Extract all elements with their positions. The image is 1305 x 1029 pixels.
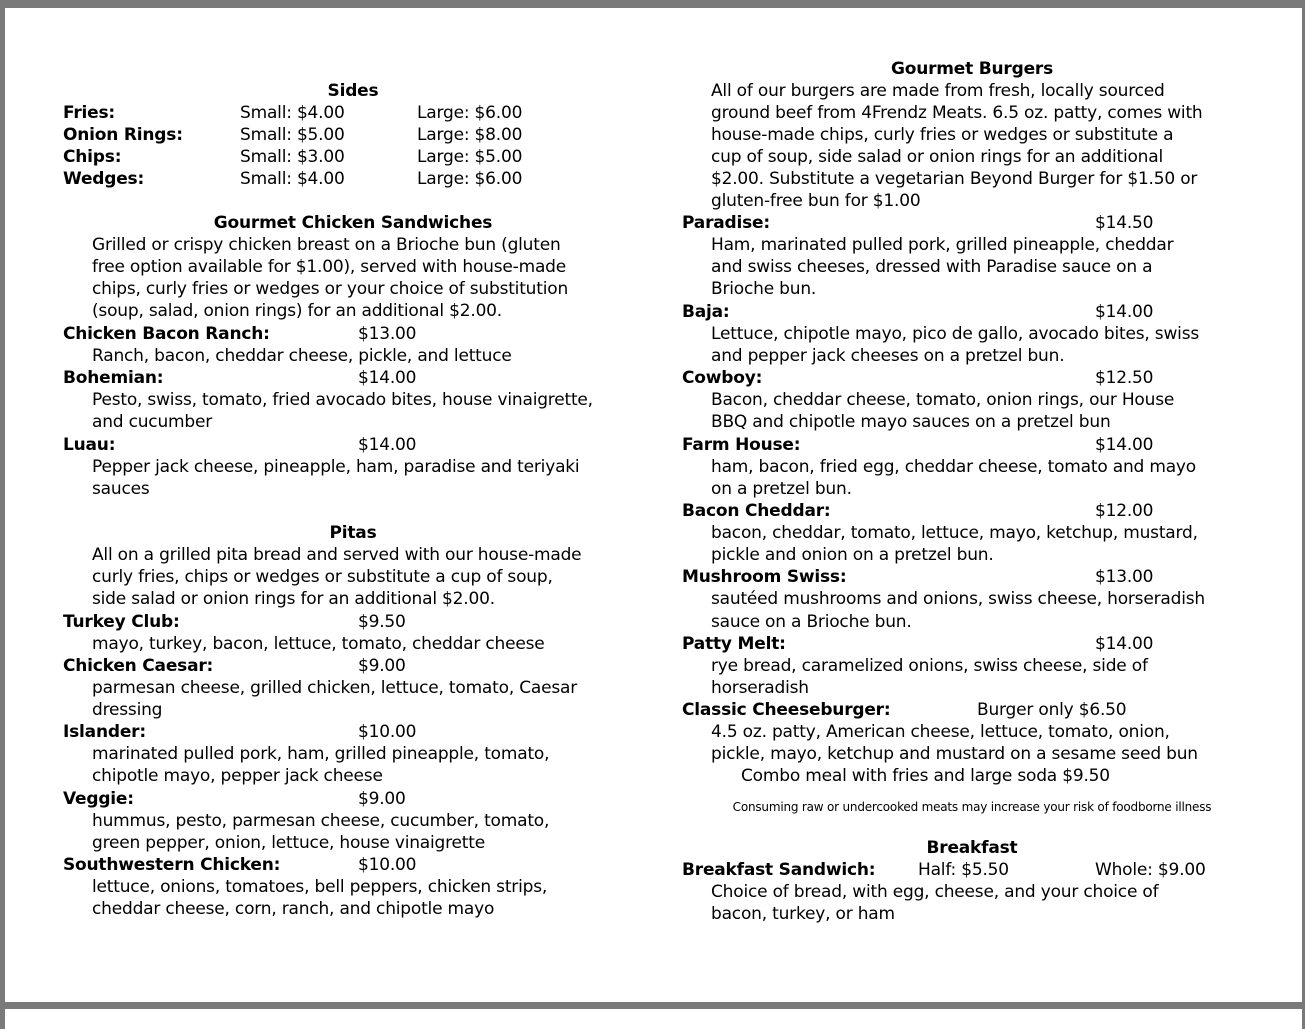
item-price: $9.00 bbox=[358, 656, 406, 676]
section-description: $2.00. Substitute a vegetarian Beyond Burger for $1.50 or bbox=[711, 169, 1198, 189]
item-description: Lettuce, chipotle mayo, pico de gallo, avocado bites, swiss bbox=[711, 324, 1200, 344]
item-price: $10.00 bbox=[358, 722, 417, 742]
item-name: Patty Melt: bbox=[682, 634, 786, 654]
item-description: pickle, mayo, ketchup and mustard on a sesame seed bun bbox=[711, 744, 1198, 764]
item-name: Cowboy: bbox=[682, 368, 763, 388]
item-description: sauce on a Brioche bun. bbox=[711, 612, 912, 632]
side-small-price: Small: $4.00 bbox=[240, 103, 345, 123]
item-price: $14.00 bbox=[1095, 302, 1154, 322]
side-name: Wedges: bbox=[63, 169, 145, 189]
item-row bbox=[63, 655, 643, 677]
item-row bbox=[682, 367, 1262, 389]
section-description: free option available for $1.00), served with house-made bbox=[92, 257, 567, 277]
item-name: Baja: bbox=[682, 302, 730, 322]
item-name: Classic Cheeseburger: bbox=[682, 700, 891, 720]
item-description: Choice of bread, with egg, cheese, and your choice of bbox=[711, 882, 1159, 902]
item-row bbox=[63, 611, 643, 633]
item-name: Farm House: bbox=[682, 435, 801, 455]
item-name: Turkey Club: bbox=[63, 612, 180, 632]
item-description: bacon, cheddar, tomato, lettuce, mayo, ketchup, mustard, bbox=[711, 523, 1198, 543]
section-description: Grilled or crispy chicken breast on a Brioche bun (gluten bbox=[92, 235, 561, 255]
item-description: rye bread, caramelized onions, swiss cheese, side of bbox=[711, 656, 1148, 676]
item-row bbox=[682, 434, 1262, 456]
section-description: curly fries, chips or wedges or substitute a cup of soup, bbox=[92, 567, 553, 587]
item-description: Pepper jack cheese, pineapple, ham, paradise and teriyaki bbox=[92, 457, 580, 477]
section-description: (soup, salad, onion rings) for an additional $2.00. bbox=[92, 301, 503, 321]
item-name: Chicken Bacon Ranch: bbox=[63, 324, 270, 344]
section-description: house-made chips, curly fries or wedges or substitute a bbox=[711, 125, 1174, 145]
item-description: horseradish bbox=[711, 678, 809, 698]
item-description: green pepper, onion, lettuce, house vinaigrette bbox=[92, 833, 485, 853]
item-description: and swiss cheeses, dressed with Paradise sauce on a bbox=[711, 257, 1153, 277]
side-row bbox=[63, 124, 643, 146]
item-description: and cucumber bbox=[92, 412, 213, 432]
item-description: sauces bbox=[92, 479, 150, 499]
item-price: $13.00 bbox=[358, 324, 417, 344]
side-name: Fries: bbox=[63, 103, 115, 123]
item-name: Breakfast Sandwich: bbox=[682, 860, 876, 880]
section-description: gluten-free bun for $1.00 bbox=[711, 191, 921, 211]
side-name: Chips: bbox=[63, 147, 122, 167]
side-row bbox=[63, 146, 643, 168]
item-description: Brioche bun. bbox=[711, 279, 817, 299]
item-name: Bacon Cheddar: bbox=[682, 501, 831, 521]
combo-offer: Combo meal with fries and large soda $9.50 bbox=[741, 766, 1110, 786]
item-row bbox=[63, 854, 643, 876]
side-name: Onion Rings: bbox=[63, 125, 183, 145]
item-price: $14.50 bbox=[1095, 213, 1154, 233]
item-description: Ranch, bacon, cheddar cheese, pickle, and lettuce bbox=[92, 346, 512, 366]
item-row bbox=[682, 500, 1262, 522]
item-name: Paradise: bbox=[682, 213, 770, 233]
item-price: $14.00 bbox=[358, 435, 417, 455]
item-half-price: Half: $5.50 bbox=[918, 860, 1009, 880]
breakfast-title: Breakfast bbox=[926, 838, 1018, 858]
item-price: Burger only $6.50 bbox=[977, 700, 1127, 720]
menu-page bbox=[5, 8, 1302, 1002]
side-row bbox=[63, 168, 643, 190]
side-large-price: Large: $8.00 bbox=[417, 125, 523, 145]
item-row bbox=[63, 788, 643, 810]
item-description: 4.5 oz. patty, American cheese, lettuce, tomato, onion, bbox=[711, 722, 1170, 742]
item-description: lettuce, onions, tomatoes, bell peppers, chicken strips, bbox=[92, 877, 548, 897]
item-name: Luau: bbox=[63, 435, 116, 455]
item-row bbox=[682, 699, 1262, 721]
item-description: hummus, pesto, parmesan cheese, cucumber, tomato, bbox=[92, 811, 550, 831]
item-description: sautéed mushrooms and onions, swiss cheese, horseradish bbox=[711, 589, 1205, 609]
item-price: $14.00 bbox=[1095, 634, 1154, 654]
item-price: $10.00 bbox=[358, 855, 417, 875]
item-name: Veggie: bbox=[63, 789, 134, 809]
section-description: ground beef from 4Frendz Meats. 6.5 oz. patty, comes with bbox=[711, 103, 1203, 123]
item-description: and pepper jack cheeses on a pretzel bun. bbox=[711, 346, 1065, 366]
item-description: bacon, turkey, or ham bbox=[711, 904, 895, 924]
item-name: Bohemian: bbox=[63, 368, 164, 388]
item-price: $14.00 bbox=[358, 368, 417, 388]
item-row bbox=[63, 434, 643, 456]
item-row bbox=[63, 721, 643, 743]
item-description: Bacon, cheddar cheese, tomato, onion rings, our House bbox=[711, 390, 1175, 410]
side-small-price: Small: $3.00 bbox=[240, 147, 345, 167]
section-description: All on a grilled pita bread and served with our house-made bbox=[92, 545, 582, 565]
item-description: on a pretzel bun. bbox=[711, 479, 852, 499]
next-page-edge bbox=[5, 1009, 1302, 1029]
item-price: $9.50 bbox=[358, 612, 406, 632]
item-row bbox=[682, 859, 1262, 881]
item-description: parmesan cheese, grilled chicken, lettuce, tomato, Caesar bbox=[92, 678, 578, 698]
item-name: Mushroom Swiss: bbox=[682, 567, 847, 587]
item-description: Ham, marinated pulled pork, grilled pineapple, cheddar bbox=[711, 235, 1174, 255]
side-small-price: Small: $5.00 bbox=[240, 125, 345, 145]
item-price: $12.00 bbox=[1095, 501, 1154, 521]
item-price: $12.50 bbox=[1095, 368, 1154, 388]
side-large-price: Large: $6.00 bbox=[417, 103, 523, 123]
item-description: Pesto, swiss, tomato, fried avocado bites, house vinaigrette, bbox=[92, 390, 593, 410]
food-safety-note: Consuming raw or undercooked meats may increase your risk of foodborne illness bbox=[732, 800, 1212, 814]
side-large-price: Large: $5.00 bbox=[417, 147, 523, 167]
item-name: Chicken Caesar: bbox=[63, 656, 214, 676]
item-description: mayo, turkey, bacon, lettuce, tomato, cheddar cheese bbox=[92, 634, 545, 654]
item-description: ham, bacon, fried egg, cheddar cheese, tomato and mayo bbox=[711, 457, 1196, 477]
item-name: Islander: bbox=[63, 722, 146, 742]
item-price: $14.00 bbox=[1095, 435, 1154, 455]
section-description: side salad or onion rings for an additional $2.00. bbox=[92, 589, 495, 609]
side-large-price: Large: $6.00 bbox=[417, 169, 523, 189]
item-row bbox=[682, 212, 1262, 234]
item-price: $9.00 bbox=[358, 789, 406, 809]
item-description: dressing bbox=[92, 700, 163, 720]
sides-title: Sides bbox=[327, 81, 379, 101]
section-description: chips, curly fries or wedges or your choice of substitution bbox=[92, 279, 569, 299]
item-row bbox=[682, 566, 1262, 588]
item-row bbox=[63, 323, 643, 345]
item-row bbox=[682, 301, 1262, 323]
item-price: $13.00 bbox=[1095, 567, 1154, 587]
burgers-title: Gourmet Burgers bbox=[890, 59, 1054, 79]
section-description: All of our burgers are made from fresh, locally sourced bbox=[711, 81, 1165, 101]
item-description: cheddar cheese, corn, ranch, and chipotle mayo bbox=[92, 899, 495, 919]
side-small-price: Small: $4.00 bbox=[240, 169, 345, 189]
side-row bbox=[63, 102, 643, 124]
item-row bbox=[682, 633, 1262, 655]
item-whole-price: Whole: $9.00 bbox=[1095, 860, 1206, 880]
item-description: chipotle mayo, pepper jack cheese bbox=[92, 766, 383, 786]
item-description: pickle and onion on a pretzel bun. bbox=[711, 545, 994, 565]
item-row bbox=[63, 367, 643, 389]
section-description: cup of soup, side salad or onion rings for an additional bbox=[711, 147, 1163, 167]
chicken-title: Gourmet Chicken Sandwiches bbox=[213, 213, 493, 233]
pitas-title: Pitas bbox=[329, 523, 377, 543]
item-name: Southwestern Chicken: bbox=[63, 855, 281, 875]
item-description: BBQ and chipotle mayo sauces on a pretzel bun bbox=[711, 412, 1111, 432]
item-description: marinated pulled pork, ham, grilled pineapple, tomato, bbox=[92, 744, 550, 764]
